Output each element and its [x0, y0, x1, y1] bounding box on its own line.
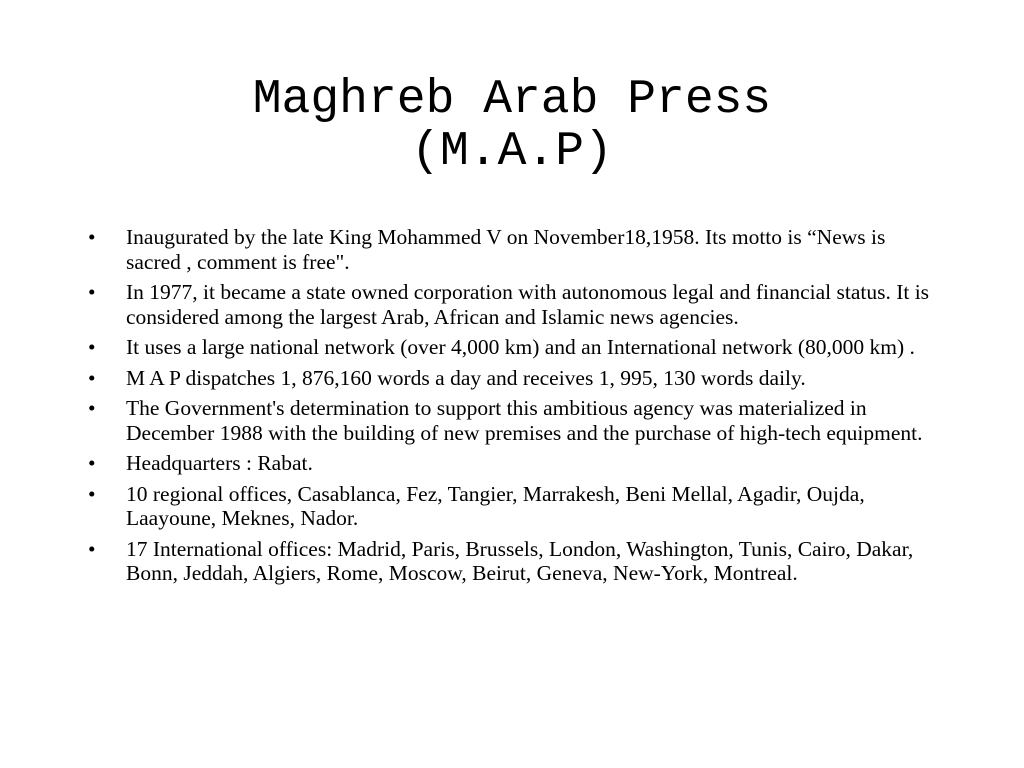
bullet-item [83, 366, 943, 391]
bullet-dot-icon: • [88, 481, 96, 506]
bullet-item [83, 451, 943, 476]
bullet-dot-icon: • [88, 280, 96, 304]
bullet-item [83, 396, 943, 445]
bullet-text: 17 International offices: Madrid, Paris, Brussels, London, Washington, Tunis, Cairo, Dakar, Bonn, Jeddah, Algiers, Rome, Moscow, Beirut, Geneva, New-York, Montreal. [126, 536, 914, 585]
bullet-text: Inaugurated by the late King Mohammed V on November18,1958. Its motto is “News is sacred , comment is free". [126, 225, 886, 274]
bullet-dot-icon: • [88, 536, 96, 561]
bullet-text: 10 regional offices, Casablanca, Fez, Tangier, Marrakesh, Beni Mellal, Agadir, Oujda, Laayoune, Meknes, Nador. [126, 481, 865, 530]
bullet-list [83, 225, 943, 592]
bullet-text: M A P dispatches 1, 876,160 words a day and receives 1, 995, 130 words daily. [126, 365, 806, 390]
bullet-text: The Government's determination to support this ambitious agency was materialized in December 1988 with the building of new premises and the purchase of high-tech equipment. [126, 396, 923, 445]
bullet-item [83, 225, 943, 274]
bullet-text: Headquarters : Rabat. [126, 451, 313, 475]
bullet-dot-icon: • [88, 451, 96, 475]
bullet-item [83, 335, 943, 360]
slide-title [0, 74, 1024, 178]
bullet-dot-icon: • [88, 335, 96, 359]
bullet-dot-icon: • [88, 396, 96, 420]
bullet-dot-icon: • [88, 365, 96, 390]
bullet-text: In 1977, it became a state owned corporation with autonomous legal and financial status. It is considered among the largest Arab, African and Islamic news agencies. [126, 280, 930, 329]
bullet-item [83, 537, 943, 586]
bullet-item [83, 482, 943, 531]
bullet-text: It uses a large national network (over 4,000 km) and an International network (80,000 km) . [126, 335, 915, 359]
slide-title-line-2: (M.A.P) [411, 125, 613, 179]
slide-title-line-1: Maghreb Arab Press [252, 73, 772, 127]
bullet-item [83, 280, 943, 329]
bullet-dot-icon: • [88, 225, 96, 249]
